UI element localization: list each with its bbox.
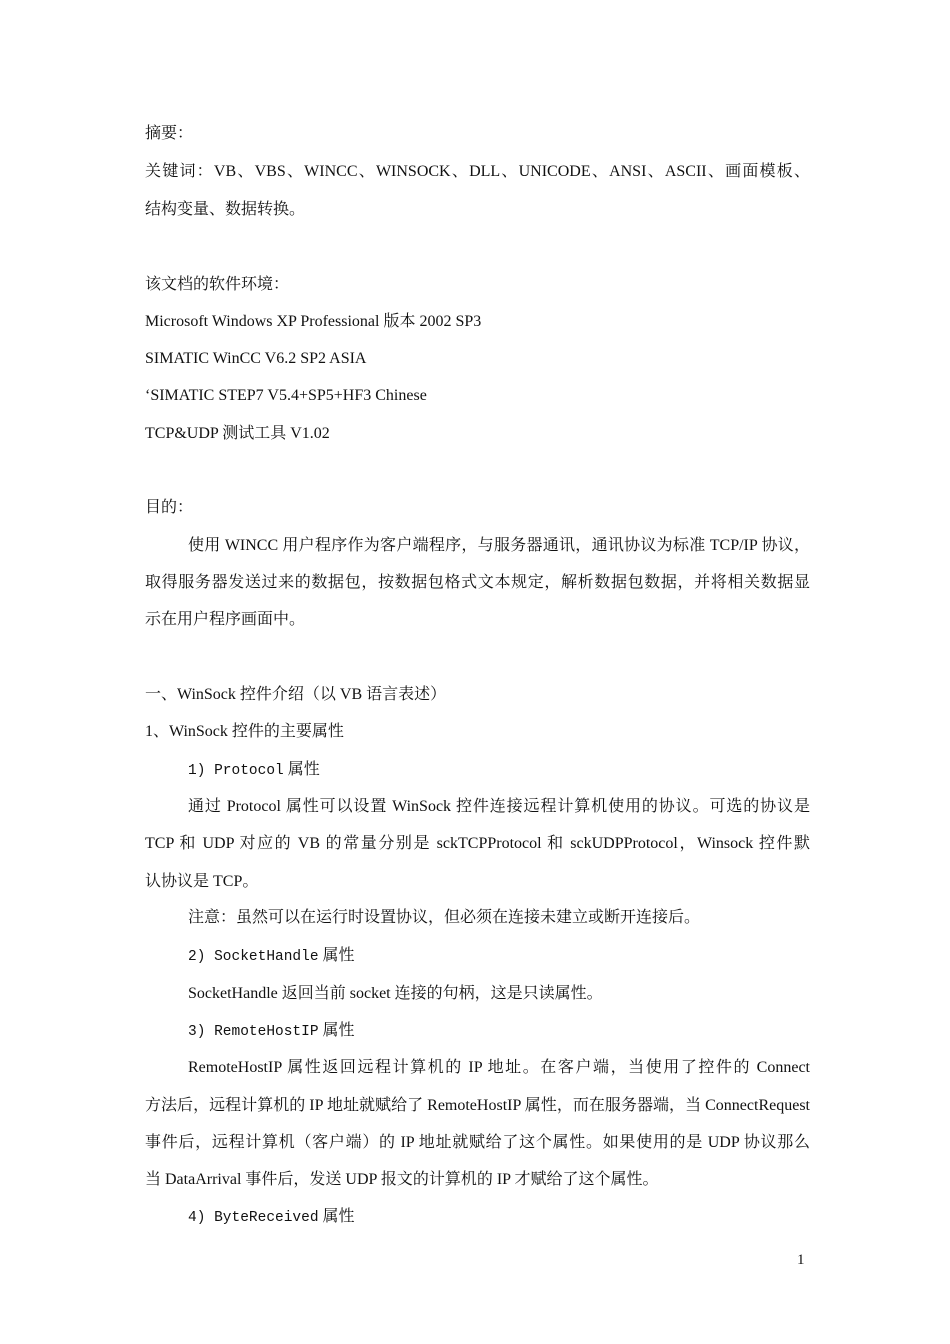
subsection-heading: 1、WinSock 控件的主要属性 xyxy=(145,723,344,740)
property-remotehostip-code: 3) RemoteHostIP xyxy=(188,1024,319,1040)
property-sockethandle-suffix: 属性 xyxy=(322,947,355,964)
purpose-line-1: 使用 WINCC 用户程序作为客户端程序，与服务器通讯，通讯协议为标准 TCP/IP 协议， xyxy=(188,537,810,554)
remotehostip-line-4: 当 DataArrival 事件后，发送 UDP 报文的计算机的 IP 才赋给了这个属性。 xyxy=(145,1171,659,1188)
property-bytereceived-title xyxy=(188,1207,810,1228)
property-protocol-code: 1) Protocol xyxy=(188,763,284,779)
property-bytereceived-suffix: 属性 xyxy=(322,1208,355,1225)
environment-item-wincc: SIMATIC WinCC V6.2 SP2 ASIA xyxy=(145,350,367,367)
purpose-line-2: 取得服务器发送过来的数据包，按数据包格式文本规定，解析数据包数据，并将相关数据显 xyxy=(145,574,810,591)
sockethandle-line: SocketHandle 返回当前 socket 连接的句柄，这是只读属性。 xyxy=(188,985,603,1002)
page-number: 1 xyxy=(797,1252,805,1268)
environment-heading: 该文档的软件环境： xyxy=(145,276,290,293)
protocol-line-3: 认协议是 TCP。 xyxy=(145,873,259,890)
protocol-line-2: TCP 和 UDP 对应的 VB 的常量分别是 sckTCPProtocol 和 sckUDPProtocol，Winsock 控件默 xyxy=(145,835,810,852)
purpose-heading: 目的： xyxy=(145,499,194,516)
protocol-note: 注意：虽然可以在运行时设置协议，但必须在连接未建立或断开连接后。 xyxy=(188,909,701,926)
property-remotehostip-suffix: 属性 xyxy=(322,1022,355,1039)
property-bytereceived-code: 4) ByteReceived xyxy=(188,1210,319,1226)
keywords-line-1: 关键词：VB、VBS、WINCC、WINSOCK、DLL、UNICODE、ANSI、ASCII、画面模板、 xyxy=(145,163,810,180)
purpose-line-3: 示在用户程序画面中。 xyxy=(145,611,306,628)
property-sockethandle-code: 2) SocketHandle xyxy=(188,949,319,965)
property-protocol-suffix: 属性 xyxy=(287,761,320,778)
abstract-label: 摘要： xyxy=(145,125,194,142)
section-heading: 一、WinSock 控件介绍（以 VB 语言表述） xyxy=(145,686,447,703)
remotehostip-line-3: 事件后，远程计算机（客户端）的 IP 地址就赋给了这个属性。如果使用的是 UDP 协议那么 xyxy=(145,1134,810,1151)
environment-item-step7: ‘SIMATIC STEP7 V5.4+SP5+HF3 Chinese xyxy=(145,387,427,404)
remotehostip-line-2: 方法后，远程计算机的 IP 地址就赋给了 RemoteHostIP 属性，而在服务器端，当 ConnectRequest xyxy=(145,1097,810,1114)
keywords-line-2: 结构变量、数据转换。 xyxy=(145,201,306,218)
property-remotehostip-title xyxy=(188,1021,810,1042)
protocol-line-1: 通过 Protocol 属性可以设置 WinSock 控件连接远程计算机使用的协议。可选的协议是 xyxy=(188,798,810,815)
property-sockethandle-title xyxy=(188,946,810,967)
environment-item-os: Microsoft Windows XP Professional 版本 2002 SP3 xyxy=(145,313,482,330)
environment-item-tool: TCP&UDP 测试工具 V1.02 xyxy=(145,425,330,442)
property-protocol-title xyxy=(188,760,810,781)
remotehostip-line-1: RemoteHostIP 属性返回远程计算机的 IP 地址。在客户端，当使用了控件的 Connect xyxy=(188,1059,810,1076)
